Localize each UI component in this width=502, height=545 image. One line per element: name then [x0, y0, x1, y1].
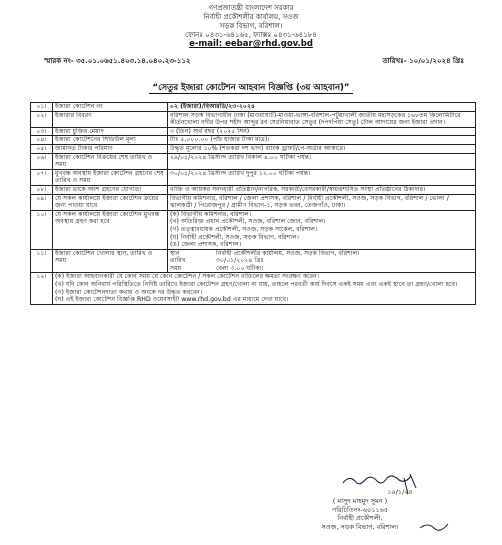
signer-office: সওজ, সড়ক বিভাগ, বরিশাল। — [321, 522, 399, 531]
table-row: ০৭। মুখবন্ধ অবস্থায় ইজারা কোটেশন গ্রহণের শেষ তারিখ ও সময় ৩০/০১/২০২৪ খ্রিস্টাব্দ তারিখ দুপুর ১২.০০ ঘটিকা পর্যন্ত। — [31, 169, 476, 185]
table-row: ০৪। ইজারা কোটেশনের সিডিউল মূল্য টাঃ ৫,০০০.০০ (পাঁচ হাজার টাকা মাত্র)। — [31, 136, 476, 145]
header-line-3: সড়ক বিভাগ, বরিশাল। — [219, 22, 283, 30]
signer-designation: নির্বাহী প্রকৌশলী, — [337, 514, 383, 522]
memo-date: তারিখঃ- ১০/০১/২০২৪ খ্রিঃ — [382, 57, 464, 65]
list-item: (ক) বিভাগীয় কমিশনার, বরিশাল। — [170, 210, 252, 218]
table-row: ০৮। ইজারা ডাকে অংশ গ্রহণের যোগ্যতা ব্যক্তি ও আয়কর সনদধারী প্রতিষ্ঠান/নাগরিক, সরকারী/বেসরকারী/স্বায়ত্তশাসিত সংস্থা প্রতিষ্ঠানের ঠিকাদার। — [31, 185, 476, 194]
note-item: (ঘ) এই ইজারা কোটেশন বিজ্ঞপ্তি RHD ওয়েবসাইট www.rhd.gov.bd এর মাধ্যমে দেখা যাবে। — [55, 296, 289, 304]
table-row: ০৩। ইজারা চুক্তির মেয়াদ ৩ (তিন) অর্থ বছর (২০২৫ সিন) — [31, 127, 476, 136]
header-phone: ফোনঃ ০৪৩১-৬৪১৬৫, ফ্যাক্সঃ ০৪৩১-৬৪১৮৪ — [185, 31, 317, 39]
table-row: ০৯। যে সকল কার্যালয়ে ইজারা কোটেশন ক্রয়ের জন্য পাওয়া যাবে বিভাগীয় কমিশনার, বরিশাল / জেলা প্রশাসক, বরিশাল / নির্বাহী প্রকৌশলী, সওজ, সড়ক বিভাগ, বরিশাল / ভোলা / ঝালকাঠী / পিরোজপুর / গ্রামীণ বিভাগ-১, সড়ক ভবন, তেজগাঁও, ঢাকা। — [31, 194, 476, 210]
table-row: ০৬। ইজারা কোটেশন বিক্রয়ের শেষ তারিখ ও সময় ২৯/০১/২০২৪ খ্রিস্টাব্দ তারিখ বিকাল ৪.০০ ঘটিকা পর্যন্ত। — [31, 153, 476, 169]
table-row: ১০। যে সকল কার্যালয়ে ইজারা কোটেশন মুখবন্ধ অবস্থায় গ্রহণ করা হবে (ক) বিভাগীয় কমিশনার, বরিশাল। (খ) অতিরিক্ত প্রধান প্রকৌশলী, সওজ, বরিশাল জোন, বরিশাল। (গ) তত্ত্বাবধায়ক প্রকৌশলী, সওজ, সড়ক সার্কেল, বরিশাল। (ঘ) নির্বাহী প্রকৌশলী, সওজ, সড়ক বিভাগ, বরিশাল। (ঙ) জেলা প্রশাসক, বরিশাল। — [31, 210, 476, 249]
note-item: (গ) ইজারা কোটেশনদাতা কথায় ও অংকে দর উদ্ধৃত করবেন। — [55, 288, 203, 296]
table-row: ০৫। জামানত টাকার পরিমাণ উদ্ধৃত মূল্যের ১০% (শতকরা দশ ভাগ) ব্যাংক ড্রাফট/পে-অর্ডার আকারে। — [31, 144, 476, 153]
header-line-1: গণপ্রজাতন্ত্রী বাংলাদেশ সরকার — [208, 4, 294, 12]
signature-block — [300, 497, 420, 531]
note-item: (খ) যদি কোন অনিবার্য পরিস্থিতিতে নির্দিষ্ট তারিখে ইজারা কোটেশন গ্রহণ/খোলা না যায়, তাহলে পরবর্তী কার্য দিবসে একই সময় এবং একই স্থানে তা গ্রহণ/খোলা হবে। — [55, 281, 458, 289]
list-item: (গ) তত্ত্বাবধায়ক প্রকৌশলী, সওজ, সড়ক সার্কেল, বরিশাল। — [170, 225, 318, 233]
signature-date: ১০/১/২৪ — [387, 488, 413, 496]
signer-id: পরিচিতিনং-৬০১১৬৫ — [331, 505, 389, 514]
opening-time: সময় বেলা ৩.০০ ঘটিকা। — [170, 264, 264, 272]
table-row: ১১। ইজারা কোটেশন খোলার স্থান, তারিখ ও সময় স্থান নির্বাহী প্রকৌশলীর কার্যালয়, সওজ, সড়ক বিভাগ, বরিশাল। তারিখ ৩০/০১/২০২৪ খ্রিঃ সময় বেলা ৩.০০ ঘটিকা। — [31, 249, 476, 273]
opening-date: তারিখ ৩০/০১/২০২৪ খ্রিঃ — [170, 257, 264, 265]
list-item: (খ) অতিরিক্ত প্রধান প্রকৌশলী, সওজ, বরিশাল জোন, বরিশাল। — [170, 218, 326, 226]
opening-place: স্থান নির্বাহী প্রকৌশলীর কার্যালয়, সওজ, সড়ক বিভাগ, বরিশাল। — [170, 249, 360, 257]
header-email: e-mail: eebar@rhd.gov.bd — [189, 39, 313, 49]
list-item: (ঙ) জেলা প্রশাসক, বরিশাল। — [170, 241, 242, 249]
table-row: ০১। ইজারা কোটেশন নং ০২ (ইজারা)/বিআরডি/২৩-২০২৪ — [31, 103, 476, 112]
memo-number: স্মারক নং- ৩৫.০১.০৬৫১.৪০৩.১৪.০৪০.২৩-১১২ — [44, 57, 191, 65]
notes-row: ১২। (ক) ইজারা আহবানকারী যে কোন সময় যে কোন কোটেশন / সকল কোটেশন বাতিলের ক্ষমতা সংরক্ষণ করেন। (খ) যদি কোন অনিবার্য পরিস্থিতিতে নির্দিষ্ট তারিখে ইজারা কোটেশন গ্রহণ/খোলা না যায়, তাহলে পরবর্তী কার্য দিবসে একই সময় এবং একই স্থানে তা গ্রহণ/খোলা হবে। (গ) ইজারা কোটেশনদাতা কথায় ও অংকে দর উদ্ধৃত করবেন। (ঘ) এই ইজারা কোটেশন বিজ্ঞপ্তি RHD ওয়েবসাইট www.rhd.gov.bd এর মাধ্যমে দেখা যাবে। — [31, 273, 476, 304]
list-item: (ঘ) নির্বাহী প্রকৌশলী, সওজ, সড়ক বিভাগ, বরিশাল। — [170, 233, 299, 241]
table-row: ০২। ইজারার বিবরণ বরিশাল সড়ক বিভাগাধীন ঢাকা (মাওয়াঘাট)-মাওয়া-ভাঙ্গা-বরিশাল-পটুয়াখালী জাতীয় মহাসড়কের ১৬৮তম কিলোমিটারে কীর্তনখোলা নদীর উপর শহীদ আব্দুর রব সেরনিয়াবাত সেতুর (দপদপিয়া সেতু) টোল আদায়ের জন্য ইজারা প্রদান। — [31, 111, 476, 127]
signer-name: ( মাসুদ মাহমুদ সুমন ) — [332, 497, 388, 505]
note-item: (ক) ইজারা আহবানকারী যে কোন সময় যে কোন কোটেশন / সকল কোটেশন বাতিলের ক্ষমতা সংরক্ষণ করেন। — [55, 273, 319, 281]
header-line-2: নির্বাহী প্রকৌশলীর কার্যালয়, সওজ — [203, 13, 299, 21]
notice-title: “সেতুর ইজারা কোটেশন আহবান বিজ্ঞপ্তি (৩য় আহবান)” — [0, 75, 502, 95]
